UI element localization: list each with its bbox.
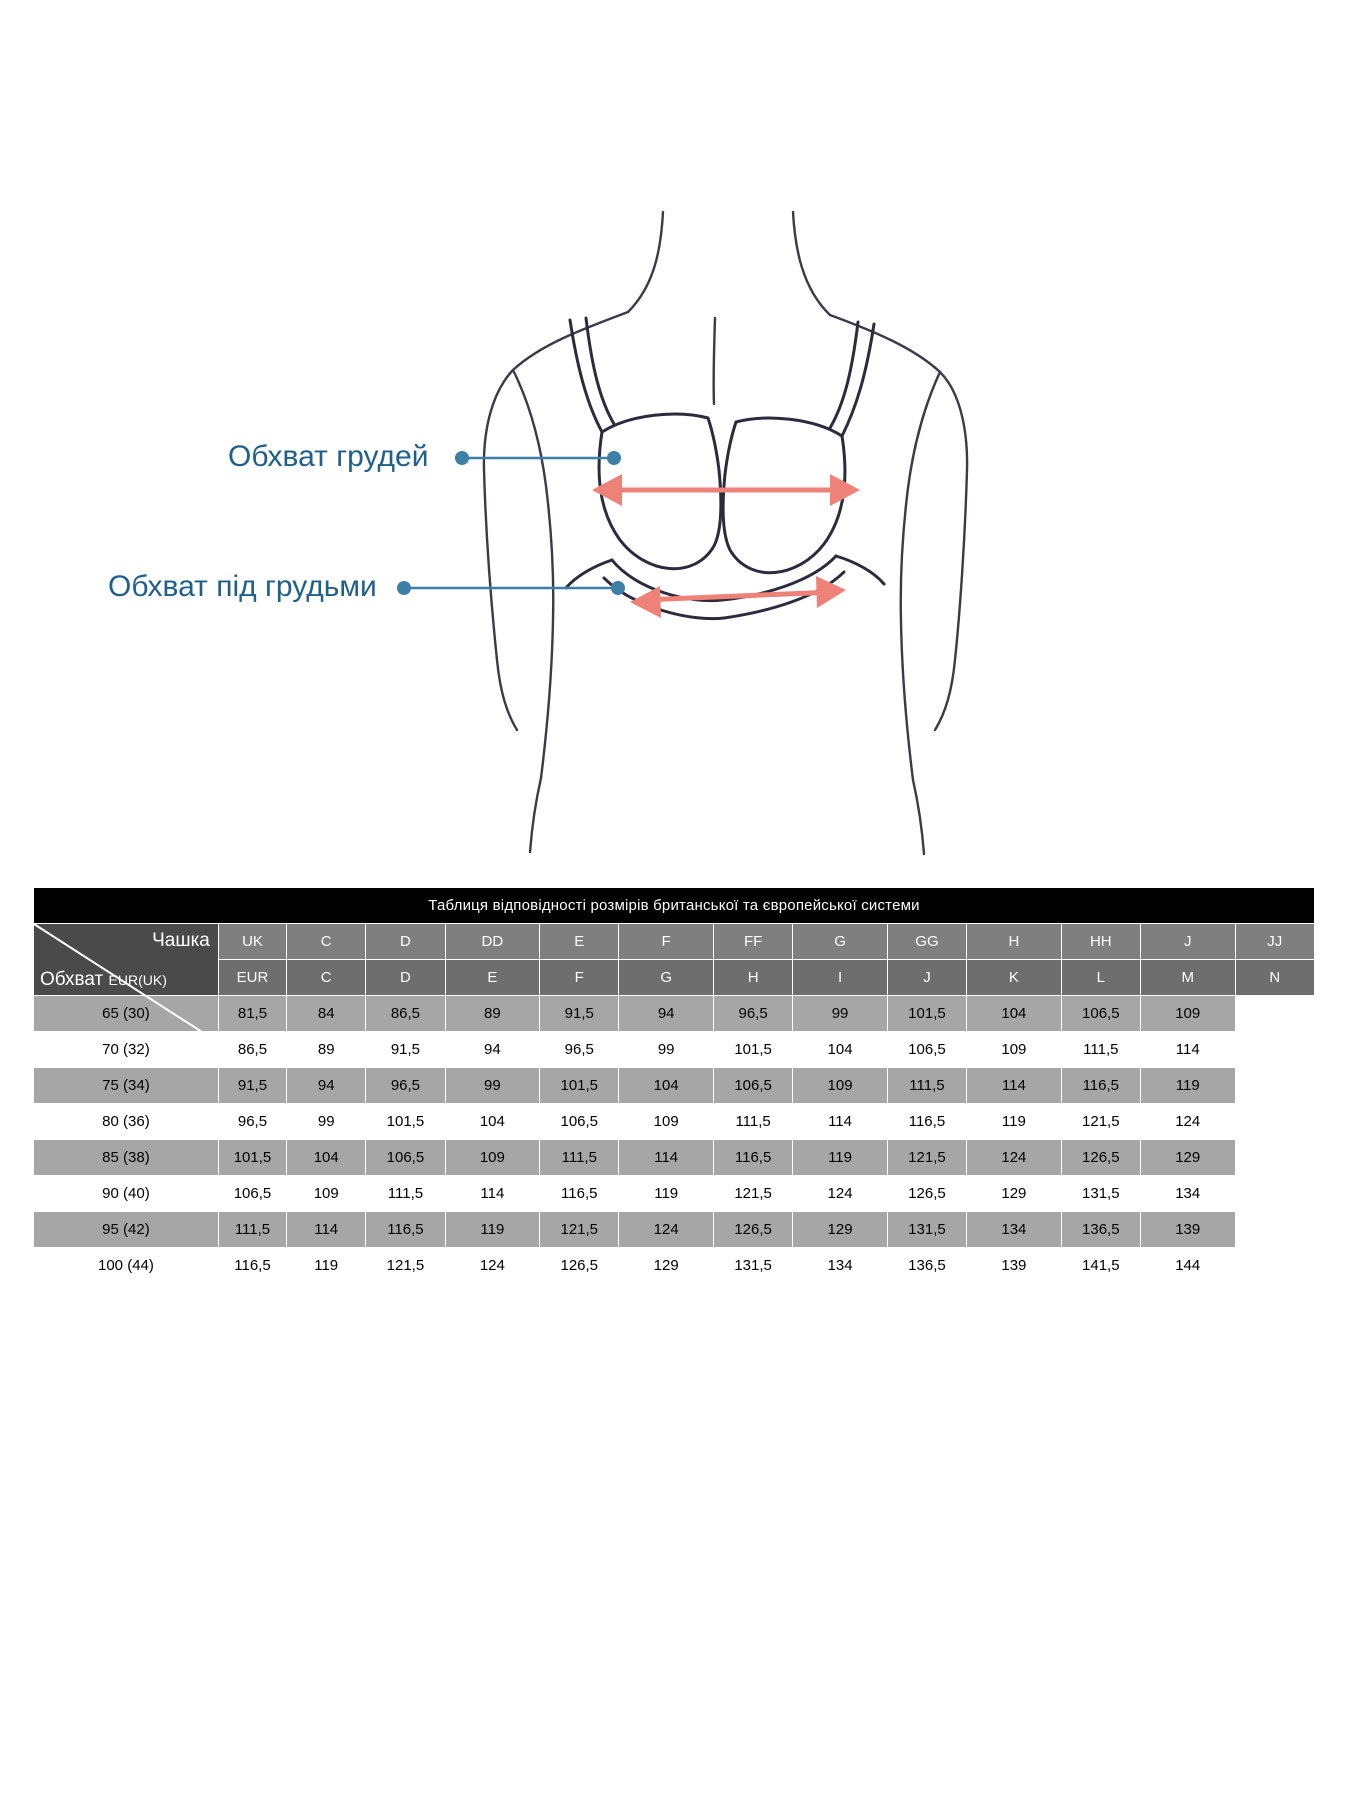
header-system-eur: EUR bbox=[218, 960, 286, 996]
cell-value: 111,5 bbox=[887, 1068, 966, 1104]
cell-value: 96,5 bbox=[218, 1104, 286, 1140]
header-eur-cup-9: L bbox=[1061, 960, 1140, 996]
cell-value: 119 bbox=[445, 1212, 540, 1248]
cell-value: 104 bbox=[619, 1068, 714, 1104]
cell-value: 131,5 bbox=[714, 1248, 793, 1284]
table-header-eur-row bbox=[34, 960, 1315, 996]
cell-value: 129 bbox=[1140, 1140, 1235, 1176]
row-band-label: 75 (34) bbox=[34, 1068, 219, 1104]
cell-value: 124 bbox=[619, 1212, 714, 1248]
table-row bbox=[34, 1140, 1315, 1176]
cell-value: 106,5 bbox=[714, 1068, 793, 1104]
cell-value: 121,5 bbox=[887, 1140, 966, 1176]
row-band-label: 65 (30) bbox=[34, 996, 219, 1032]
header-uk-cup-0: C bbox=[287, 924, 366, 960]
cell-value: 119 bbox=[967, 1104, 1062, 1140]
header-uk-cup-8: H bbox=[967, 924, 1062, 960]
table-row bbox=[34, 1104, 1315, 1140]
cell-value: 89 bbox=[445, 996, 540, 1032]
cell-value: 121,5 bbox=[714, 1176, 793, 1212]
cell-value: 114 bbox=[287, 1212, 366, 1248]
cell-value: 119 bbox=[287, 1248, 366, 1284]
row-band-label: 70 (32) bbox=[34, 1032, 219, 1068]
cell-value: 116,5 bbox=[887, 1104, 966, 1140]
cell-value: 89 bbox=[287, 1032, 366, 1068]
cell-value: 111,5 bbox=[1061, 1032, 1140, 1068]
measurement-illustration bbox=[0, 0, 1350, 870]
cell-value: 104 bbox=[287, 1140, 366, 1176]
cell-value: 109 bbox=[445, 1140, 540, 1176]
cell-value: 121,5 bbox=[366, 1248, 445, 1284]
cell-value: 116,5 bbox=[1061, 1068, 1140, 1104]
cell-value: 99 bbox=[287, 1104, 366, 1140]
header-eur-cup-7: J bbox=[887, 960, 966, 996]
corner-bust-label-units: EUR(UK) bbox=[108, 972, 167, 988]
cell-value: 134 bbox=[1140, 1176, 1235, 1212]
cell-value: 139 bbox=[1140, 1212, 1235, 1248]
cell-value: 129 bbox=[619, 1248, 714, 1284]
cell-value: 99 bbox=[445, 1068, 540, 1104]
cell-value: 136,5 bbox=[1061, 1212, 1140, 1248]
header-uk-cup-5: FF bbox=[714, 924, 793, 960]
bust-leader-line bbox=[455, 451, 621, 465]
cell-value: 119 bbox=[619, 1176, 714, 1212]
row-band-label: 95 (42) bbox=[34, 1212, 219, 1248]
torso-diagram-svg bbox=[0, 0, 1350, 870]
header-eur-cup-3: F bbox=[540, 960, 619, 996]
header-uk-cup-3: E bbox=[540, 924, 619, 960]
cell-value: 111,5 bbox=[540, 1140, 619, 1176]
cell-value: 94 bbox=[287, 1068, 366, 1104]
cell-value: 129 bbox=[967, 1176, 1062, 1212]
cell-value: 124 bbox=[793, 1176, 888, 1212]
cell-value: 101,5 bbox=[540, 1068, 619, 1104]
header-uk-cup-7: GG bbox=[887, 924, 966, 960]
cell-value: 114 bbox=[619, 1140, 714, 1176]
cell-value: 84 bbox=[287, 996, 366, 1032]
cell-value: 114 bbox=[445, 1176, 540, 1212]
cell-value: 131,5 bbox=[887, 1212, 966, 1248]
cell-value: 109 bbox=[619, 1104, 714, 1140]
cell-value: 109 bbox=[287, 1176, 366, 1212]
size-chart-container bbox=[33, 887, 1315, 1284]
header-uk-cup-9: HH bbox=[1061, 924, 1140, 960]
underbust-measure-label: Обхват під грудьми bbox=[108, 570, 377, 603]
header-uk-cup-6: G bbox=[793, 924, 888, 960]
cell-value: 139 bbox=[967, 1248, 1062, 1284]
table-row bbox=[34, 996, 1315, 1032]
header-eur-cup-1: D bbox=[366, 960, 445, 996]
cell-value: 86,5 bbox=[218, 1032, 286, 1068]
cell-value: 126,5 bbox=[540, 1248, 619, 1284]
cell-value: 109 bbox=[1140, 996, 1235, 1032]
row-band-label: 90 (40) bbox=[34, 1176, 219, 1212]
cell-value: 94 bbox=[619, 996, 714, 1032]
cell-value: 114 bbox=[967, 1068, 1062, 1104]
header-uk-cup-1: D bbox=[366, 924, 445, 960]
bust-measure-label: Обхват грудей bbox=[228, 440, 429, 473]
cell-value: 136,5 bbox=[887, 1248, 966, 1284]
header-eur-cup-11: N bbox=[1235, 960, 1314, 996]
cell-value: 111,5 bbox=[714, 1104, 793, 1140]
row-band-label: 100 (44) bbox=[34, 1248, 219, 1284]
cell-value: 101,5 bbox=[887, 996, 966, 1032]
cell-value: 91,5 bbox=[540, 996, 619, 1032]
header-eur-cup-0: C bbox=[287, 960, 366, 996]
cell-value: 104 bbox=[793, 1032, 888, 1068]
header-uk-cup-11: JJ bbox=[1235, 924, 1314, 960]
cell-value: 106,5 bbox=[540, 1104, 619, 1140]
cell-value: 96,5 bbox=[540, 1032, 619, 1068]
table-title-row bbox=[34, 888, 1315, 924]
cell-value: 99 bbox=[619, 1032, 714, 1068]
cell-value: 106,5 bbox=[218, 1176, 286, 1212]
cell-value: 124 bbox=[967, 1140, 1062, 1176]
cell-value: 119 bbox=[1140, 1068, 1235, 1104]
cell-value: 121,5 bbox=[1061, 1104, 1140, 1140]
cell-value: 114 bbox=[1140, 1032, 1235, 1068]
cell-value: 94 bbox=[445, 1032, 540, 1068]
size-conversion-table bbox=[33, 887, 1315, 1284]
row-band-label: 85 (38) bbox=[34, 1140, 219, 1176]
cell-value: 134 bbox=[967, 1212, 1062, 1248]
cell-value: 121,5 bbox=[540, 1212, 619, 1248]
cell-value: 101,5 bbox=[218, 1140, 286, 1176]
cell-value: 101,5 bbox=[714, 1032, 793, 1068]
cell-value: 116,5 bbox=[218, 1248, 286, 1284]
table-header-uk-row bbox=[34, 924, 1315, 960]
cell-value: 91,5 bbox=[366, 1032, 445, 1068]
cell-value: 106,5 bbox=[887, 1032, 966, 1068]
cell-value: 141,5 bbox=[1061, 1248, 1140, 1284]
cell-value: 129 bbox=[793, 1212, 888, 1248]
page-title: Таблиця відповідності розмірів британської та європейської системи bbox=[34, 888, 1315, 924]
cell-value: 104 bbox=[967, 996, 1062, 1032]
corner-bust-label-main: Обхват bbox=[40, 969, 109, 990]
cell-value: 124 bbox=[445, 1248, 540, 1284]
header-eur-cup-5: H bbox=[714, 960, 793, 996]
cell-value: 134 bbox=[793, 1248, 888, 1284]
corner-cup-label: Чашка bbox=[152, 930, 210, 951]
bra-outline bbox=[566, 318, 884, 619]
cell-value: 101,5 bbox=[366, 1104, 445, 1140]
cell-value: 144 bbox=[1140, 1248, 1235, 1284]
cell-value: 86,5 bbox=[366, 996, 445, 1032]
cell-value: 96,5 bbox=[714, 996, 793, 1032]
cell-value: 126,5 bbox=[1061, 1140, 1140, 1176]
cell-value: 116,5 bbox=[540, 1176, 619, 1212]
header-eur-cup-6: I bbox=[793, 960, 888, 996]
row-band-label: 80 (36) bbox=[34, 1104, 219, 1140]
table-row bbox=[34, 1068, 1315, 1104]
cell-value: 106,5 bbox=[366, 1140, 445, 1176]
cell-value: 119 bbox=[793, 1140, 888, 1176]
table-row bbox=[34, 1032, 1315, 1068]
cell-value: 91,5 bbox=[218, 1068, 286, 1104]
header-system-uk: UK bbox=[218, 924, 286, 960]
cell-value: 81,5 bbox=[218, 996, 286, 1032]
cell-value: 109 bbox=[793, 1068, 888, 1104]
cell-value: 111,5 bbox=[218, 1212, 286, 1248]
cell-value: 131,5 bbox=[1061, 1176, 1140, 1212]
header-eur-cup-10: M bbox=[1140, 960, 1235, 996]
table-row bbox=[34, 1212, 1315, 1248]
table-row bbox=[34, 1248, 1315, 1284]
header-uk-cup-10: J bbox=[1140, 924, 1235, 960]
cell-value: 111,5 bbox=[366, 1176, 445, 1212]
header-eur-cup-2: E bbox=[445, 960, 540, 996]
cell-value: 114 bbox=[793, 1104, 888, 1140]
header-eur-cup-4: G bbox=[619, 960, 714, 996]
cell-value: 104 bbox=[445, 1104, 540, 1140]
corner-header-cell bbox=[34, 924, 219, 996]
cell-value: 99 bbox=[793, 996, 888, 1032]
header-uk-cup-4: F bbox=[619, 924, 714, 960]
table-row bbox=[34, 1176, 1315, 1212]
cell-value: 116,5 bbox=[366, 1212, 445, 1248]
header-eur-cup-8: K bbox=[967, 960, 1062, 996]
cell-value: 126,5 bbox=[714, 1212, 793, 1248]
cell-value: 106,5 bbox=[1061, 996, 1140, 1032]
header-uk-cup-2: DD bbox=[445, 924, 540, 960]
cell-value: 96,5 bbox=[366, 1068, 445, 1104]
cell-value: 126,5 bbox=[887, 1176, 966, 1212]
underbust-leader-line bbox=[397, 581, 625, 595]
cell-value: 109 bbox=[967, 1032, 1062, 1068]
cell-value: 124 bbox=[1140, 1104, 1235, 1140]
corner-bust-label bbox=[40, 969, 167, 991]
cell-value: 116,5 bbox=[714, 1140, 793, 1176]
